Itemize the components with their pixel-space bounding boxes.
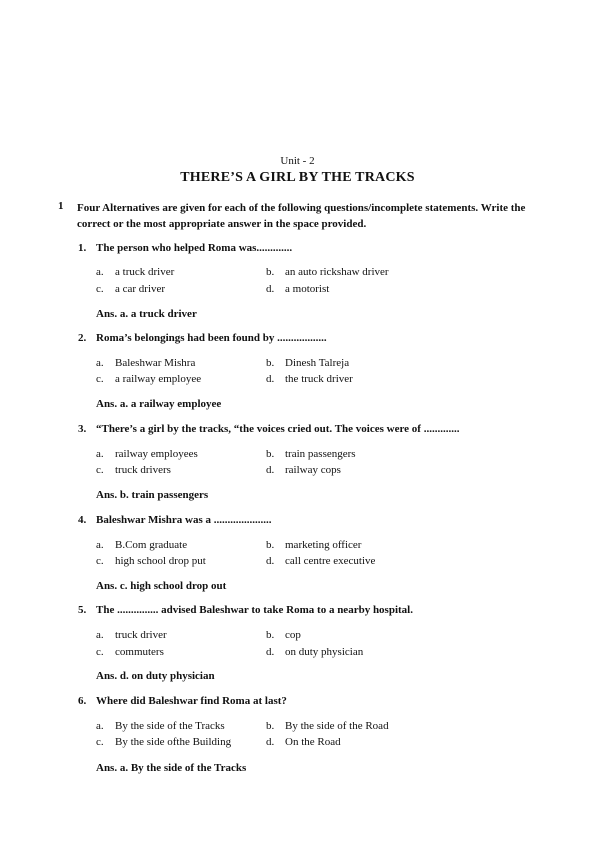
instruction-number: 1 (58, 200, 64, 212)
question-number: 6. (78, 695, 87, 707)
unit-heading: Unit - 2 (280, 155, 315, 167)
option-text: call centre executive (285, 555, 376, 567)
option-label: b. (266, 266, 275, 278)
option-text: truck driver (115, 629, 167, 641)
option-text: railway employees (115, 448, 198, 460)
question-text: Where did Baleshwar find Roma at last? (96, 695, 287, 707)
question-text: The ............... advised Baleshwar to take Roma to a nearby hospital. (96, 604, 413, 616)
option-label: b. (266, 448, 275, 460)
answer: Ans. b. train passengers (96, 489, 209, 501)
option-text: high school drop put (115, 555, 206, 567)
question-number: 2. (78, 332, 87, 344)
option-text: Baleshwar Mishra (115, 357, 196, 369)
option-a (96, 357, 195, 369)
option-text: By the side of the Tracks (115, 720, 225, 732)
option-label: a. (96, 720, 104, 732)
option-text: an auto rickshaw driver (285, 266, 389, 278)
option-b (266, 357, 349, 369)
option-label: a. (96, 539, 104, 551)
option-label: a. (96, 448, 104, 460)
question (78, 604, 548, 616)
question-number: 4. (78, 514, 87, 526)
option-label: c. (96, 646, 104, 658)
option-label: d. (266, 464, 275, 476)
option-c (96, 464, 171, 476)
option-d (266, 736, 341, 748)
option-label: d. (266, 736, 275, 748)
option-text: the truck driver (285, 373, 353, 385)
option-text: railway cops (285, 464, 341, 476)
answer: Ans. a. By the side of the Tracks (96, 762, 247, 774)
option-label: c. (96, 283, 104, 295)
option-label: a. (96, 629, 104, 641)
option-b (266, 266, 389, 278)
question (78, 514, 548, 526)
question-text: Roma’s belongings had been found by .................. (96, 332, 327, 344)
option-c (96, 646, 164, 658)
option-text: a railway employee (115, 373, 202, 385)
option-c (96, 555, 206, 567)
option-text: train passengers (285, 448, 356, 460)
option-b (266, 448, 356, 460)
option-label: d. (266, 646, 275, 658)
option-text: cop (285, 629, 301, 641)
question (78, 242, 548, 254)
question-text: “There’s a girl by the tracks, “the voices cried out. The voices were of ............. (96, 423, 460, 435)
option-d (266, 373, 353, 385)
answer: Ans. a. a railway employee (96, 398, 222, 410)
option-a (96, 629, 167, 641)
option-label: d. (266, 283, 275, 295)
option-text: truck drivers (115, 464, 171, 476)
option-label: d. (266, 373, 275, 385)
option-a (96, 539, 187, 551)
question (78, 695, 548, 707)
option-c (96, 736, 231, 748)
option-b (266, 539, 361, 551)
option-text: marketing officer (285, 539, 362, 551)
option-label: a. (96, 266, 104, 278)
option-d (266, 283, 329, 295)
option-b (266, 629, 301, 641)
option-a (96, 448, 198, 460)
question (78, 423, 548, 435)
option-label: b. (266, 357, 275, 369)
option-c (96, 283, 165, 295)
question-text: Baleshwar Mishra was a ..................... (96, 514, 272, 526)
option-text: a car driver (115, 283, 166, 295)
instruction-text: Four Alternatives are given for each of the following questions/incomplete statements. Write the correct or the most appropriate answer in the space provided. (77, 202, 526, 230)
option-text: On the Road (285, 736, 341, 748)
page-title: THERE’S A GIRL BY THE TRACKS (180, 170, 415, 185)
option-d (266, 555, 375, 567)
option-text: By the side ofthe Building (115, 736, 232, 748)
option-label: a. (96, 357, 104, 369)
option-label: b. (266, 629, 275, 641)
option-d (266, 464, 341, 476)
question-text: The person who helped Roma was............. (96, 242, 293, 254)
option-text: on duty physician (285, 646, 364, 658)
option-d (266, 646, 363, 658)
answer: Ans. c. high school drop out (96, 580, 227, 592)
option-text: a motorist (285, 283, 330, 295)
option-label: b. (266, 539, 275, 551)
option-text: a truck driver (115, 266, 175, 278)
option-label: b. (266, 720, 275, 732)
option-a (96, 720, 225, 732)
option-label: c. (96, 464, 104, 476)
option-label: c. (96, 736, 104, 748)
answer: Ans. a. a truck driver (96, 308, 197, 320)
question-number: 1. (78, 242, 87, 254)
option-a (96, 266, 174, 278)
option-text: By the side of the Road (285, 720, 389, 732)
option-b (266, 720, 389, 732)
question-number: 3. (78, 423, 87, 435)
option-label: d. (266, 555, 275, 567)
question (78, 332, 548, 344)
option-text: commuters (115, 646, 164, 658)
option-label: c. (96, 373, 104, 385)
question-number: 5. (78, 604, 87, 616)
option-text: B.Com graduate (115, 539, 188, 551)
option-text: Dinesh Talreja (285, 357, 350, 369)
option-label: c. (96, 555, 104, 567)
answer: Ans. d. on duty physician (96, 670, 215, 682)
option-c (96, 373, 201, 385)
